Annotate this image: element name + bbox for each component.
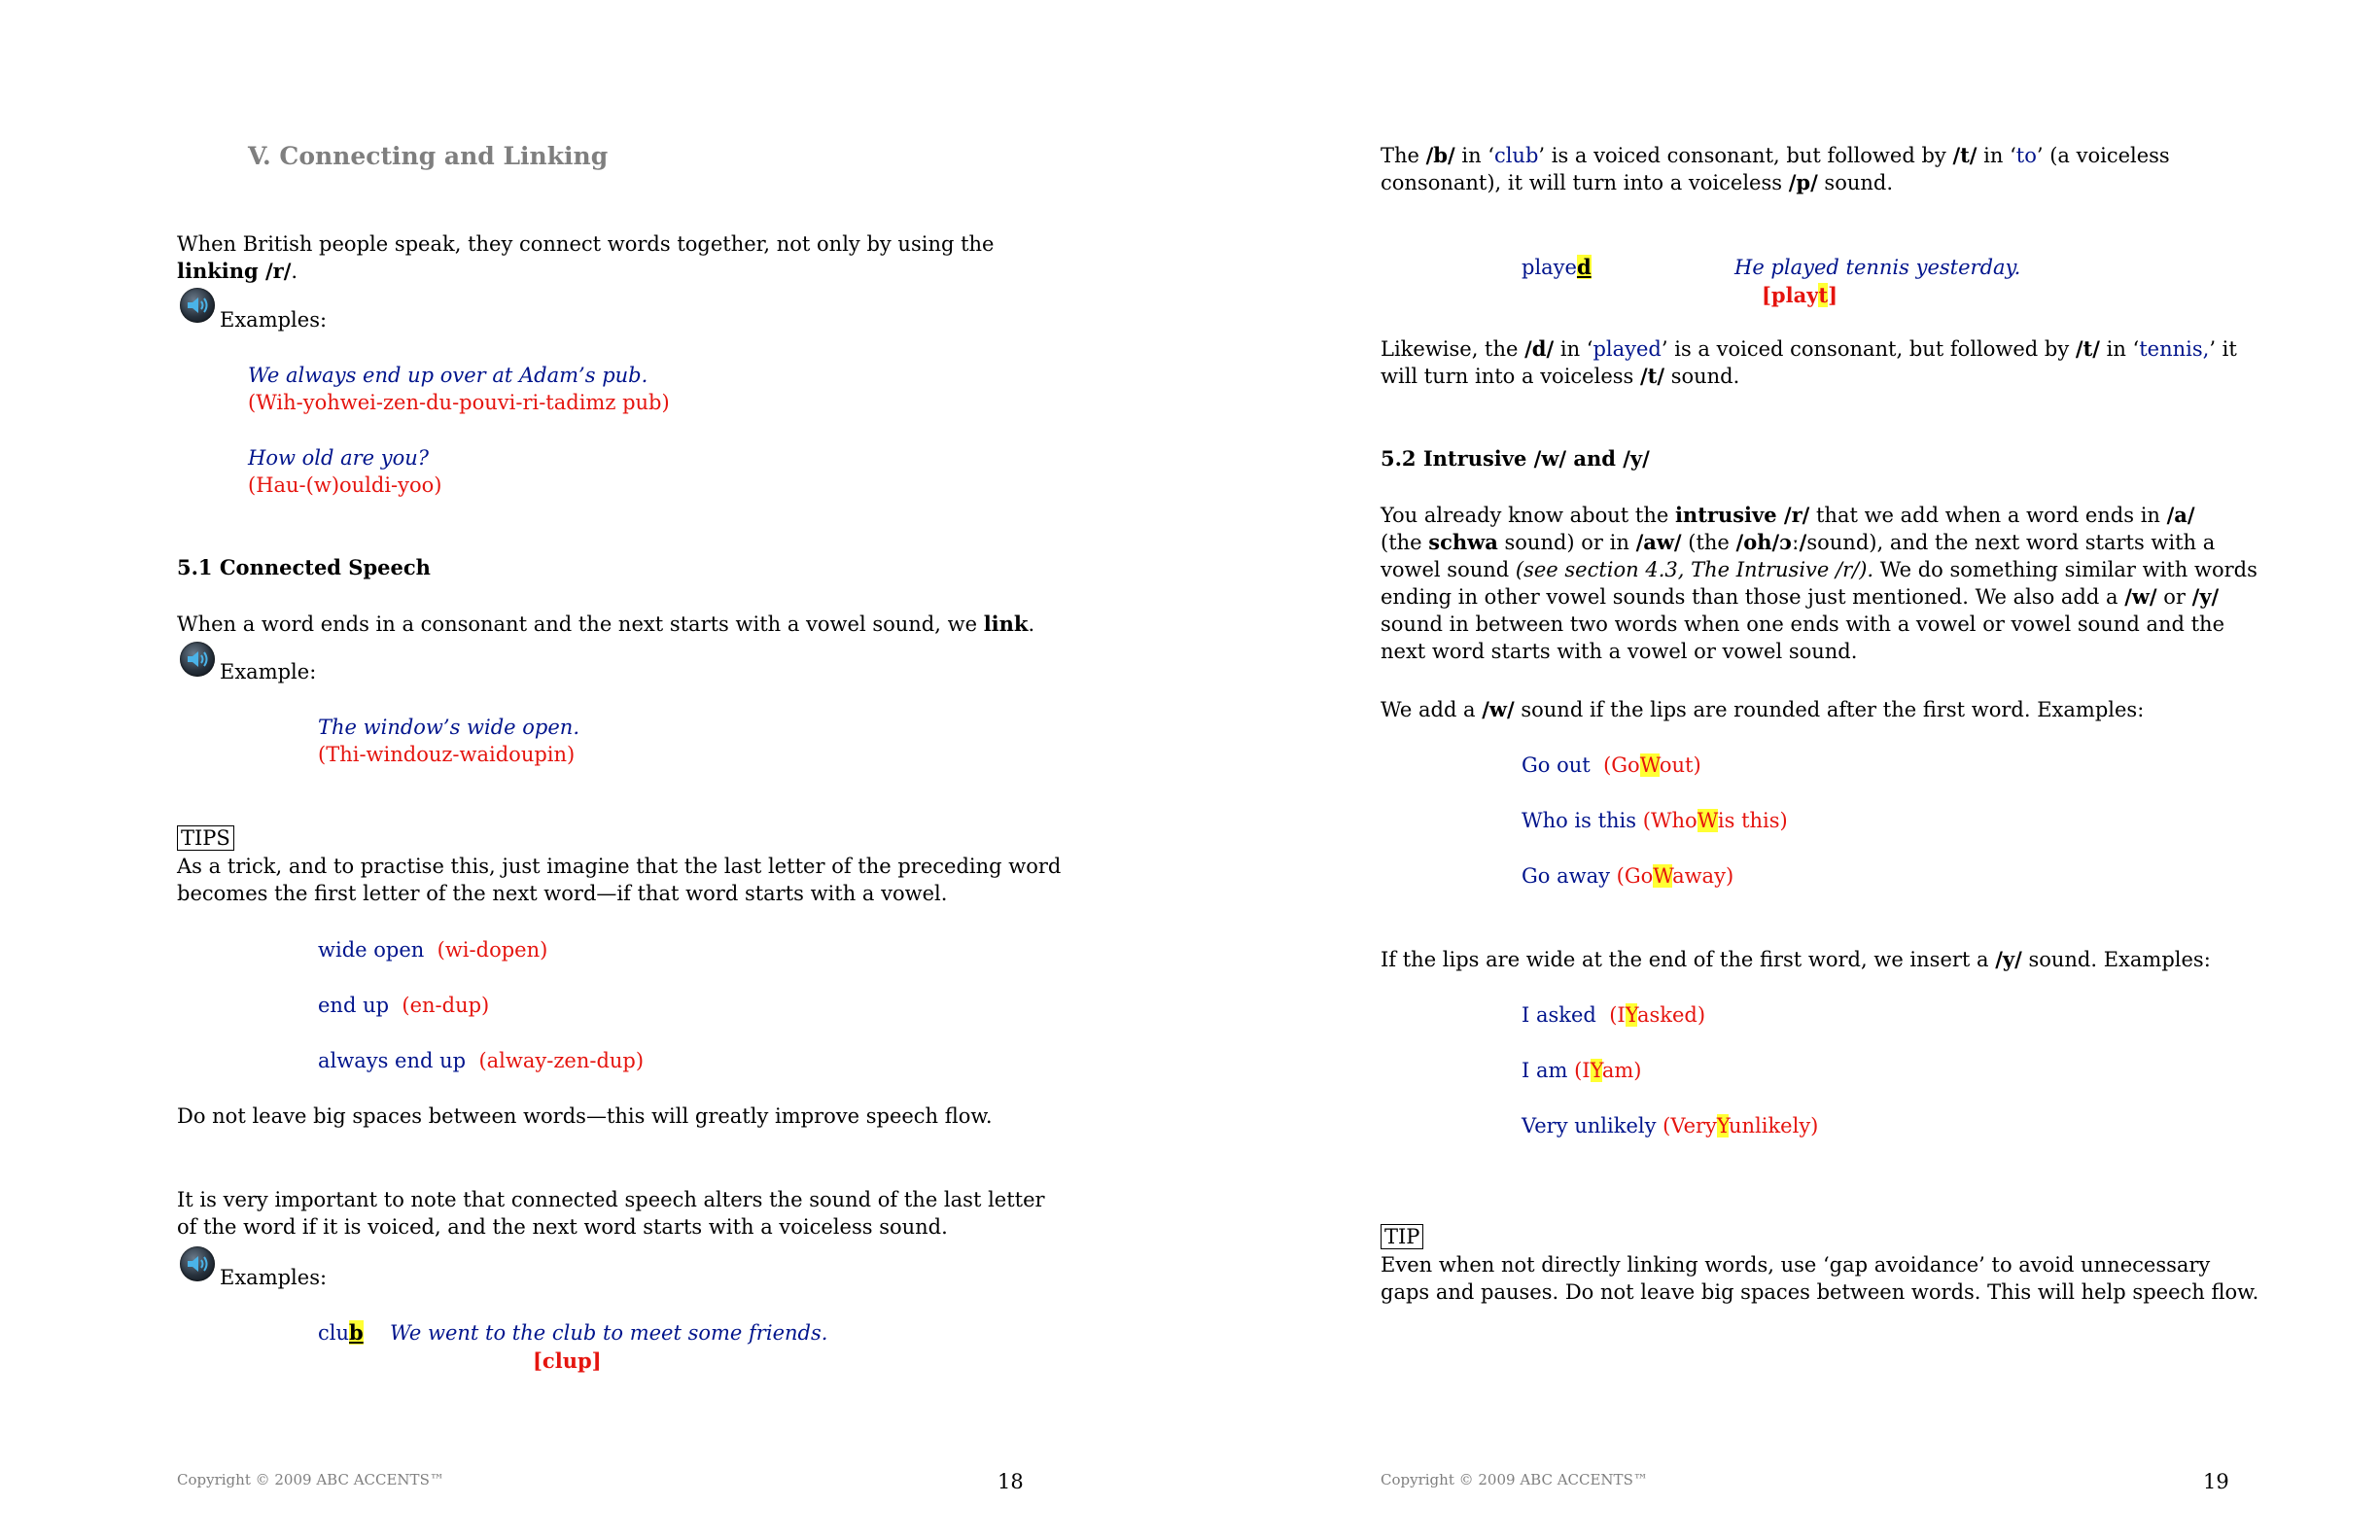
tip-paragraph: Even when not directly linking words, use ‘gap avoidance’ to avoid unnecessary gaps and pauses. Do not leave big spaces between words. This will help speech flow.: [1381, 1253, 2259, 1304]
copyright-footer: Copyright © 2009 ABC ACCENTS™: [177, 1471, 444, 1488]
club-result: [clup]: [533, 1348, 602, 1373]
w-intro: We add a /w/ sound if the lips are rounded after the first word. Examples:: [1381, 697, 2145, 721]
intro-paragraph: When British people speak, they connect words together, not only by using the linking /r/.: [177, 232, 995, 283]
examples-label: Examples:: [220, 1266, 328, 1289]
list-item: Go out (GoWout): [1522, 753, 1701, 777]
list-item: Very unlikely (VeryYunlikely): [1522, 1114, 1819, 1138]
page-number: 18: [998, 1470, 1024, 1493]
voicing-paragraph-d: Likewise, the /d/ in ‘played’ is a voiced consonant, but followed by /t/ in ‘tennis,’ it will turn into a voiceless /t/ sound.: [1381, 336, 2237, 388]
examples-label: Examples:: [220, 308, 328, 332]
list-item: always end up (alway-zen-dup): [318, 1049, 645, 1072]
speaker-icon[interactable]: [180, 1246, 215, 1281]
tip-box: TIP: [1381, 1223, 1423, 1250]
club-sentence: We went to the club to meet some friends.: [390, 1321, 828, 1345]
list-item: wide open (wi-dopen): [318, 938, 548, 962]
tips-paragraph: As a trick, and to practise this, just imagine that the last letter of the preceding word becomes the first letter of the next word—if that word starts with a vowel.: [177, 855, 1062, 905]
y-intro: If the lips are wide at the end of the first word, we insert a /y/ sound. Examples:: [1381, 947, 2211, 971]
list-item: Who is this (WhoWis this): [1522, 809, 1788, 832]
intrusive-paragraph: You already know about the intrusive /r/ that we add when a word ends in /a/ (the schwa sound) or in /aw/ (the /oh/ɔː/sound), and the next word starts with a vowel sound (see section 4.3, The Intrusive /r/). We do something similar with words ending in other vowel sounds than those just mentioned. We also add a /w/ or /y/ sound in between two words when one ends with a vowel or vowel sound and the next word starts with a vowel or vowel sound.: [1381, 503, 2258, 663]
example-block: The window’s wide open. (Thi-windouz-waidoupin): [318, 716, 579, 766]
played-result: [playt]: [1762, 283, 1838, 307]
important-paragraph: It is very important to note that connected speech alters the sound of the last letter of the word if it is voiced, and the next word starts with a voiceless sound.: [177, 1188, 1045, 1239]
list-item: I am (IYam): [1522, 1059, 1642, 1082]
played-sentence: He played tennis yesterday.: [1734, 256, 2021, 279]
played-example: played: [1522, 255, 1592, 279]
example-block: How old are you? (Hau-(w)ouldi-yoo): [248, 446, 442, 497]
example-block: We always end up over at Adam’s pub. (Wih-yohwei-zen-du-pouvi-ri-tadimz pub): [248, 364, 670, 414]
example-label: Example:: [220, 660, 317, 683]
page-number: 19: [2203, 1470, 2229, 1493]
copyright-footer: Copyright © 2009 ABC ACCENTS™: [1381, 1471, 1648, 1488]
chapter-heading: V. Connecting and Linking: [248, 142, 609, 170]
tips-box: TIPS: [177, 824, 234, 852]
list-item: I asked (IYasked): [1522, 1003, 1706, 1027]
connected-speech-paragraph: When a word ends in a consonant and the next starts with a vowel sound, we link.: [177, 612, 1035, 636]
voicing-paragraph-b: The /b/ in ‘club’ is a voiced consonant, but followed by /t/ in ‘to’ (a voiceless consonant), it will turn into a voiceless /p/ sound.: [1381, 143, 2170, 194]
list-item: Go away (GoWaway): [1522, 864, 1734, 888]
section-heading: 5.1 Connected Speech: [177, 555, 431, 579]
speech-flow-paragraph: Do not leave big spaces between words—this will greatly improve speech flow.: [177, 1104, 993, 1128]
page-19: [1190, 0, 2380, 1540]
list-item: end up (en-dup): [318, 994, 490, 1017]
speaker-icon[interactable]: [180, 642, 215, 677]
club-example: club: [318, 1320, 364, 1345]
section-heading: 5.2 Intrusive /w/ and /y/: [1381, 446, 1650, 471]
speaker-icon[interactable]: [180, 288, 215, 323]
